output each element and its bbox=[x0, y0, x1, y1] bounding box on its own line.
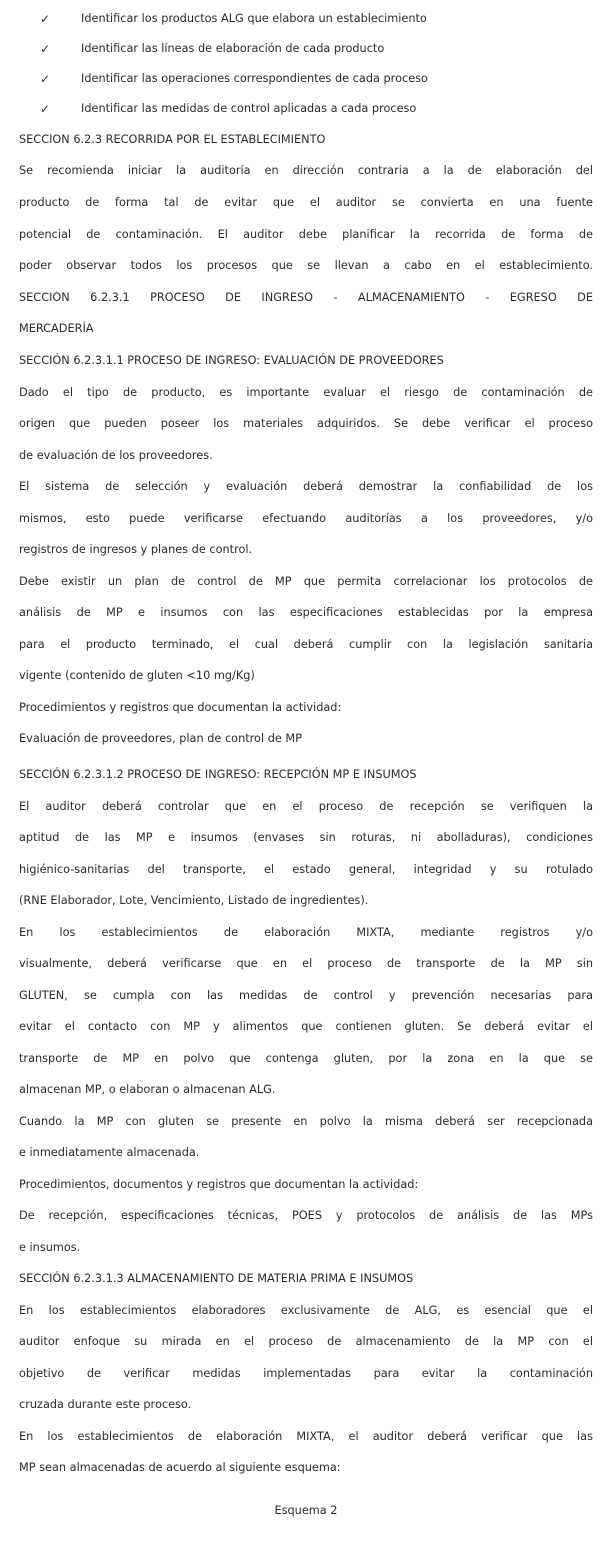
text-line: análisis de MP e insumos con las especificaciones establecidas por la empresa bbox=[19, 606, 593, 619]
text-line: mismos, esto puede verificarse efectuando auditorías a los proveedores, y/o bbox=[19, 512, 593, 525]
text-line: En los establecimientos de elaboración MIXTA, mediante registros y/o bbox=[19, 926, 593, 939]
text-line: Procedimientos y registros que documentan la actividad: bbox=[19, 701, 342, 714]
text-line: Evaluación de proveedores, plan de control de MP bbox=[19, 732, 302, 745]
figure-caption: Esquema 2 bbox=[274, 1504, 338, 1517]
section-heading: SECCIÓN 6.2.3.1.1 PROCESO DE INGRESO: EVALUACIÓN DE PROVEEDORES bbox=[19, 354, 444, 367]
text-line: para el producto terminado, el cual deberá cumplir con la legislación sanitaria bbox=[19, 638, 593, 651]
text-line: El auditor deberá controlar que en el proceso de recepción se verifiquen la bbox=[19, 800, 593, 813]
text-line: de evaluación de los proveedores. bbox=[19, 449, 213, 462]
text-line: En los establecimientos de elaboración MIXTA, el auditor deberá verificar que las bbox=[19, 1430, 593, 1443]
text-line: registros de ingresos y planes de control. bbox=[19, 543, 253, 556]
check-icon: ✓ bbox=[40, 102, 51, 116]
text-line: auditor enfoque su mirada en el proceso de almacenamiento de la MP con el bbox=[19, 1335, 593, 1348]
text-line: El sistema de selección y evaluación deberá demostrar la confiabilidad de los bbox=[19, 480, 593, 493]
text-line: (RNE Elaborador, Lote, Vencimiento, Listado de ingredientes). bbox=[19, 894, 369, 907]
bullet-item: Identificar las operaciones correspondientes de cada proceso bbox=[81, 72, 428, 85]
text-line: GLUTEN, se cumpla con las medidas de control y prevención necesarias para bbox=[19, 989, 593, 1002]
text-line: potencial de contaminación. El auditor debe planificar la recorrida de forma de bbox=[19, 228, 593, 241]
text-line: e inmediatamente almacenada. bbox=[19, 1146, 200, 1159]
text-line: vigente (contenido de gluten <10 mg/Kg) bbox=[19, 669, 255, 682]
bullet-item: Identificar los productos ALG que elabora un establecimiento bbox=[81, 12, 427, 25]
text-line: En los establecimientos elaboradores exclusivamente de ALG, es esencial que el bbox=[19, 1304, 593, 1317]
text-line: Se recomienda iniciar la auditoría en dirección contraria a la de elaboración del bbox=[19, 164, 593, 177]
section-heading: SECCIÓN 6.2.3.1.2 PROCESO DE INGRESO: RECEPCIÓN MP E INSUMOS bbox=[19, 768, 417, 781]
text-line: aptitud de las MP e insumos (envases sin roturas, ni abolladuras), condiciones bbox=[19, 831, 593, 844]
text-line: Cuando la MP con gluten se presente en polvo la misma deberá ser recepcionada bbox=[19, 1115, 593, 1128]
text-line: poder observar todos los procesos que se llevan a cabo en el establecimiento. bbox=[19, 259, 593, 272]
bullet-item: Identificar las medidas de control aplicadas a cada proceso bbox=[81, 102, 417, 115]
text-line: Procedimientos, documentos y registros que documentan la actividad: bbox=[19, 1178, 419, 1191]
text-line: origen que pueden poseer los materiales adquiridos. Se debe verificar el proceso bbox=[19, 417, 593, 430]
section-heading: SECCIÓN 6.2.3.1.3 ALMACENAMIENTO DE MATERIA PRIMA E INSUMOS bbox=[19, 1272, 414, 1285]
section-heading: SECCIÓN 6.2.3.1 PROCESO DE INGRESO - ALMACENAMIENTO - EGRESO DE bbox=[19, 291, 593, 304]
bullet-item: Identificar las líneas de elaboración de cada producto bbox=[81, 42, 385, 55]
section-heading: SECCION 6.2.3 RECORRIDA POR EL ESTABLECIMIENTO bbox=[19, 133, 326, 146]
text-line: Debe existir un plan de control de MP que permita correlacionar los protocolos de bbox=[19, 575, 593, 588]
text-line: producto de forma tal de evitar que el auditor se convierta en una fuente bbox=[19, 196, 593, 209]
text-line: e insumos. bbox=[19, 1241, 81, 1254]
text-line: objetivo de verificar medidas implementadas para evitar la contaminación bbox=[19, 1367, 593, 1380]
check-icon: ✓ bbox=[40, 12, 51, 26]
text-line: cruzada durante este proceso. bbox=[19, 1398, 192, 1411]
text-line: MP sean almacenadas de acuerdo al siguiente esquema: bbox=[19, 1461, 341, 1474]
text-line: De recepción, especificaciones técnicas, POES y protocolos de análisis de las MPs bbox=[19, 1209, 593, 1222]
text-line: Dado el tipo de producto, es importante evaluar el riesgo de contaminación de bbox=[19, 386, 593, 399]
text-line: transporte de MP en polvo que contenga gluten, por la zona en la que se bbox=[19, 1052, 593, 1065]
check-icon: ✓ bbox=[40, 42, 51, 56]
text-line: almacenan MP, o elaboran o almacenan ALG. bbox=[19, 1083, 276, 1096]
text-line: evitar el contacto con MP y alimentos que contienen gluten. Se deberá evitar el bbox=[19, 1020, 593, 1033]
text-line: higiénico-sanitarias del transporte, el estado general, integridad y su rotulado bbox=[19, 863, 593, 876]
check-icon: ✓ bbox=[40, 72, 51, 86]
text-line: visualmente, deberá verificarse que en el proceso de transporte de la MP sin bbox=[19, 957, 593, 970]
section-heading: MERCADERÍA bbox=[19, 322, 94, 335]
